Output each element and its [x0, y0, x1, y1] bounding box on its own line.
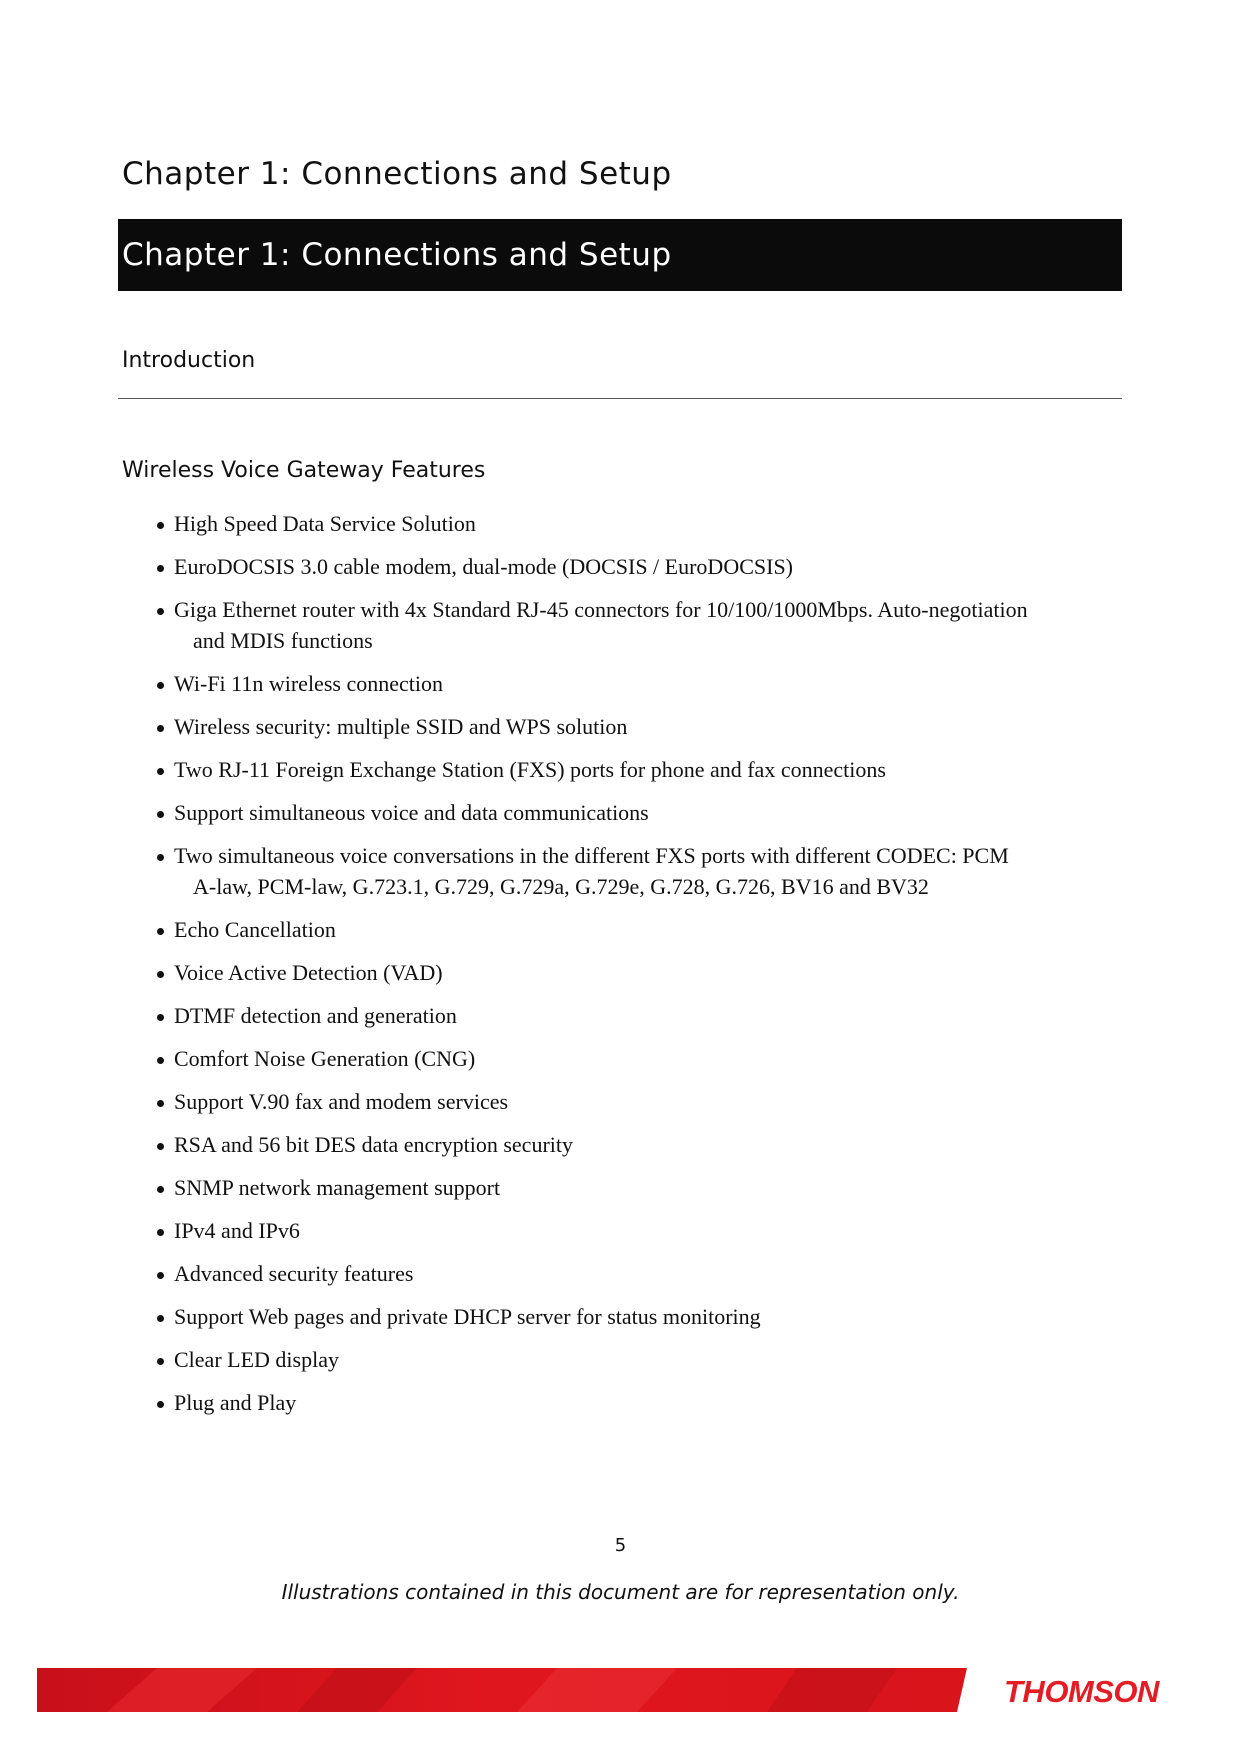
page-number: 5 [614, 1535, 627, 1556]
introduction-heading: Introduction [122, 348, 256, 373]
feature-text: IPv4 and IPv6 [174, 1218, 300, 1243]
feature-text-line1: Two simultaneous voice conversations in the different FXS ports with different CODEC: PCM [174, 843, 1009, 868]
bullet-icon [157, 1272, 164, 1279]
section-divider [118, 398, 1122, 399]
bullet-icon [157, 565, 164, 572]
feature-item [155, 1043, 1115, 1074]
feature-text-line1: Giga Ethernet router with 4x Standard RJ-45 connectors for 10/100/1000Mbps. Auto-negotiation [174, 597, 1028, 622]
feature-item [155, 1258, 1115, 1289]
bullet-icon [157, 854, 164, 861]
feature-item [155, 1086, 1115, 1117]
feature-item [155, 1172, 1115, 1203]
feature-text [174, 594, 1115, 656]
bullet-icon [157, 1057, 164, 1064]
bullet-icon [157, 682, 164, 689]
bullet-icon [157, 811, 164, 818]
feature-item [155, 711, 1115, 742]
feature-item [155, 914, 1115, 945]
bullet-icon [157, 1358, 164, 1365]
feature-item [155, 1344, 1115, 1375]
feature-text: Support V.90 fax and modem services [174, 1089, 509, 1114]
feature-text: RSA and 56 bit DES data encryption security [174, 1132, 573, 1157]
feature-item [155, 1129, 1115, 1160]
feature-item [155, 1387, 1115, 1418]
feature-text: EuroDOCSIS 3.0 cable modem, dual-mode (DOCSIS / EuroDOCSIS) [174, 554, 794, 579]
bullet-icon [157, 1315, 164, 1322]
bullet-icon [157, 971, 164, 978]
bullet-icon [157, 768, 164, 775]
feature-item [155, 508, 1115, 539]
feature-text: Support Web pages and private DHCP server for status monitoring [174, 1304, 761, 1329]
bullet-icon [157, 725, 164, 732]
bullet-icon [157, 1229, 164, 1236]
feature-item [155, 957, 1115, 988]
feature-text: Wireless security: multiple SSID and WPS solution [174, 714, 628, 739]
feature-text: SNMP network management support [174, 1175, 501, 1200]
thomson-logo: THOMSON [1004, 1674, 1159, 1709]
bullet-icon [157, 1014, 164, 1021]
feature-item [155, 551, 1115, 582]
bullet-icon [157, 608, 164, 615]
feature-item [155, 1301, 1115, 1332]
bullet-icon [157, 928, 164, 935]
feature-text: Echo Cancellation [174, 917, 336, 942]
bullet-icon [157, 1186, 164, 1193]
feature-item [155, 1215, 1115, 1246]
feature-text [174, 840, 1115, 902]
bullet-icon [157, 1143, 164, 1150]
feature-text-line2: A-law, PCM-law, G.723.1, G.729, G.729a, G.729e, G.728, G.726, BV16 and BV32 [193, 874, 929, 899]
feature-text: Support simultaneous voice and data communications [174, 800, 649, 825]
feature-text: Wi-Fi 11n wireless connection [174, 671, 443, 696]
feature-item [155, 1000, 1115, 1031]
feature-list [155, 508, 1115, 1430]
feature-item [155, 797, 1115, 828]
feature-text: Advanced security features [174, 1261, 414, 1286]
bullet-icon [157, 1401, 164, 1408]
feature-item [155, 668, 1115, 699]
feature-text: Clear LED display [174, 1347, 339, 1372]
feature-item [155, 594, 1115, 656]
bullet-icon [157, 1100, 164, 1107]
running-title: Chapter 1: Connections and Setup [122, 156, 672, 192]
feature-text: Two RJ-11 Foreign Exchange Station (FXS) ports for phone and fax connections [174, 757, 886, 782]
chapter-banner-title: Chapter 1: Connections and Setup [122, 237, 672, 273]
features-heading: Wireless Voice Gateway Features [122, 458, 486, 483]
chapter-banner [118, 219, 1122, 291]
feature-text-line2: and MDIS functions [193, 628, 373, 653]
feature-text: Voice Active Detection (VAD) [174, 960, 443, 985]
feature-text: Comfort Noise Generation (CNG) [174, 1046, 476, 1071]
feature-item [155, 840, 1115, 902]
bullet-icon [157, 522, 164, 529]
feature-text: DTMF detection and generation [174, 1003, 457, 1028]
disclaimer: Illustrations contained in this document are for representation only. [281, 1580, 960, 1604]
feature-text: Plug and Play [174, 1390, 297, 1415]
feature-item [155, 754, 1115, 785]
feature-text: High Speed Data Service Solution [174, 511, 476, 536]
